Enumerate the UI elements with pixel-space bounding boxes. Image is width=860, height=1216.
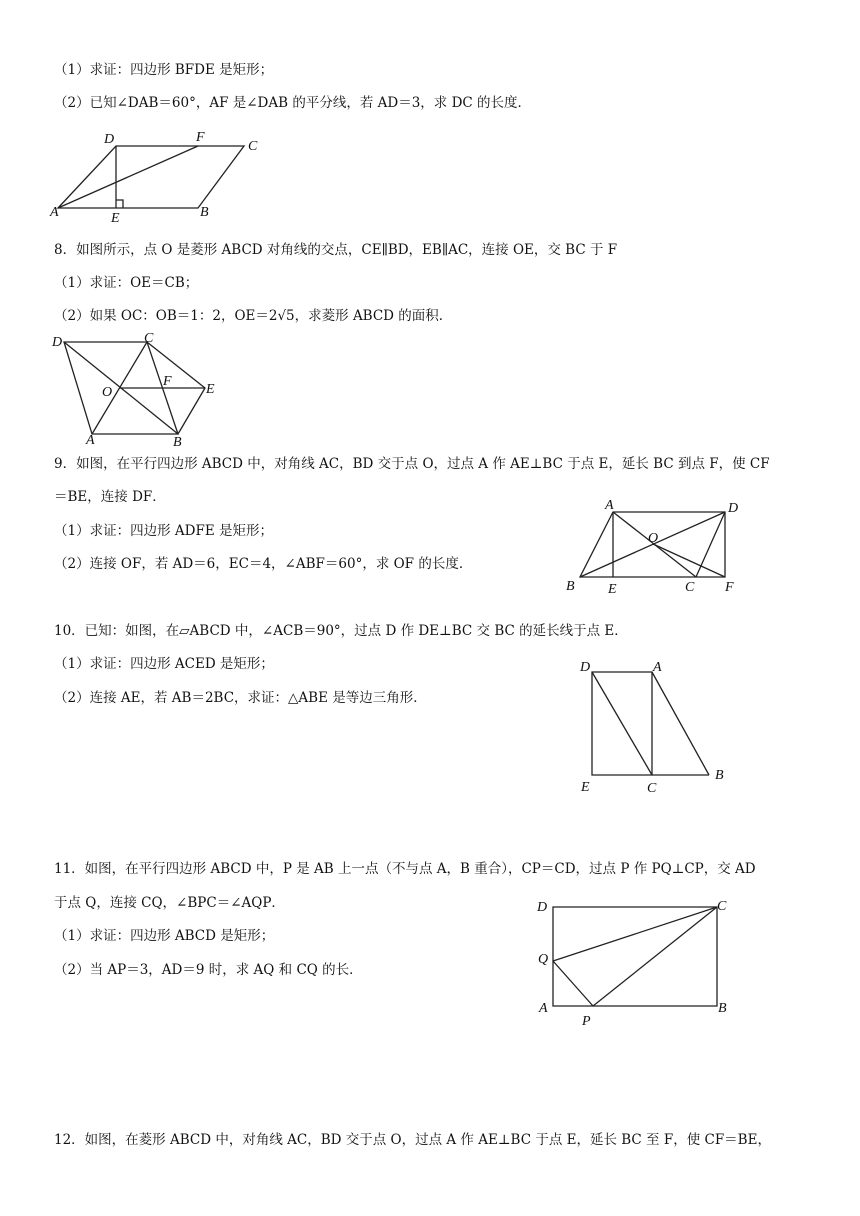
label-C: C: [144, 331, 154, 346]
label-C: C: [647, 781, 657, 796]
label-F: F: [196, 130, 205, 145]
label-O: O: [648, 531, 659, 546]
label-A: A: [605, 498, 614, 513]
p8-part2: （2）如果 OC：OB＝1：2，OE＝2√5，求菱形 ABCD 的面积．: [54, 308, 453, 324]
label-F: F: [163, 374, 172, 389]
p11-part1: （1）求证：四边形 ABCD 是矩形；: [54, 928, 275, 944]
p11-stem: 11．如图，在平行四边形 ABCD 中，P 是 AB 上一点（不与点 A，B 重合），CP＝CD，过点 P 作 PQ⊥CP，交 AD: [54, 861, 756, 877]
figure-p8-rhombus: [50, 330, 230, 450]
label-A: A: [653, 660, 662, 675]
label-C: C: [685, 580, 695, 595]
label-E: E: [111, 211, 120, 226]
p7-part2: （2）已知∠DAB＝60°，AF 是∠DAB 的平分线，若 AD＝3，求 DC 的长度．: [54, 95, 532, 111]
p8-part1: （1）求证：OE＝CB；: [54, 275, 199, 291]
label-D: D: [728, 501, 739, 516]
figure-p7-parallelogram: [48, 128, 278, 228]
figure-p9-parallelogram: [560, 495, 760, 600]
label-C: C: [717, 899, 727, 914]
p9-part1: （1）求证：四边形 ADFE 是矩形；: [54, 523, 273, 539]
label-B: B: [200, 205, 209, 220]
label-D: D: [580, 660, 591, 675]
label-F: F: [725, 580, 734, 595]
label-E: E: [608, 582, 617, 597]
label-D: D: [52, 335, 63, 350]
label-D: D: [537, 900, 548, 915]
p10-part2: （2）连接 AE，若 AB＝2BC，求证：△ABE 是等边三角形．: [54, 690, 427, 706]
label-P: P: [582, 1014, 591, 1029]
p7-part1: （1）求证：四边形 BFDE 是矩形；: [54, 62, 274, 78]
p10-stem: 10．已知：如图，在▱ABCD 中，∠ACB＝90°，过点 D 作 DE⊥BC 交 BC 的延长线于点 E．: [54, 623, 628, 639]
label-E: E: [206, 382, 215, 397]
p12-stem: 12．如图，在菱形 ABCD 中，对角线 AC，BD 交于点 O，过点 A 作 AE⊥BC 于点 E，延长 BC 至 F，使 CF＝BE，: [54, 1132, 771, 1148]
p9-stem-cont: ＝BE，连接 DF．: [54, 489, 166, 505]
figure-p10-rectangle: [575, 655, 735, 800]
label-B: B: [566, 579, 575, 594]
p10-part1: （1）求证：四边形 ACED 是矩形；: [54, 656, 274, 672]
p9-part2: （2）连接 OF，若 AD＝6，EC＝4，∠ABF＝60°，求 OF 的长度．: [54, 556, 473, 572]
p8-stem: 8．如图所示，点 O 是菱形 ABCD 对角线的交点，CE∥BD，EB∥AC，连接 OE，交 BC 于 F: [54, 242, 618, 258]
label-A: A: [50, 205, 59, 220]
label-A: A: [86, 433, 95, 448]
label-C: C: [248, 139, 258, 154]
label-B: B: [173, 435, 182, 450]
p11-part2: （2）当 AP＝3，AD＝9 时，求 AQ 和 CQ 的长．: [54, 962, 363, 978]
label-B: B: [715, 768, 724, 783]
label-D: D: [104, 132, 115, 147]
label-E: E: [581, 780, 590, 795]
label-O: O: [102, 385, 113, 400]
figure-p11-rectangle: [535, 895, 745, 1030]
label-Q: Q: [538, 952, 549, 967]
p11-stem-cont: 于点 Q，连接 CQ，∠BPC＝∠AQP．: [54, 895, 285, 911]
label-A: A: [539, 1001, 548, 1016]
p9-stem: 9．如图，在平行四边形 ABCD 中，对角线 AC，BD 交于点 O，过点 A 作 AE⊥BC 于点 E，延长 BC 到点 F，使 CF: [54, 456, 770, 472]
label-B: B: [718, 1001, 727, 1016]
